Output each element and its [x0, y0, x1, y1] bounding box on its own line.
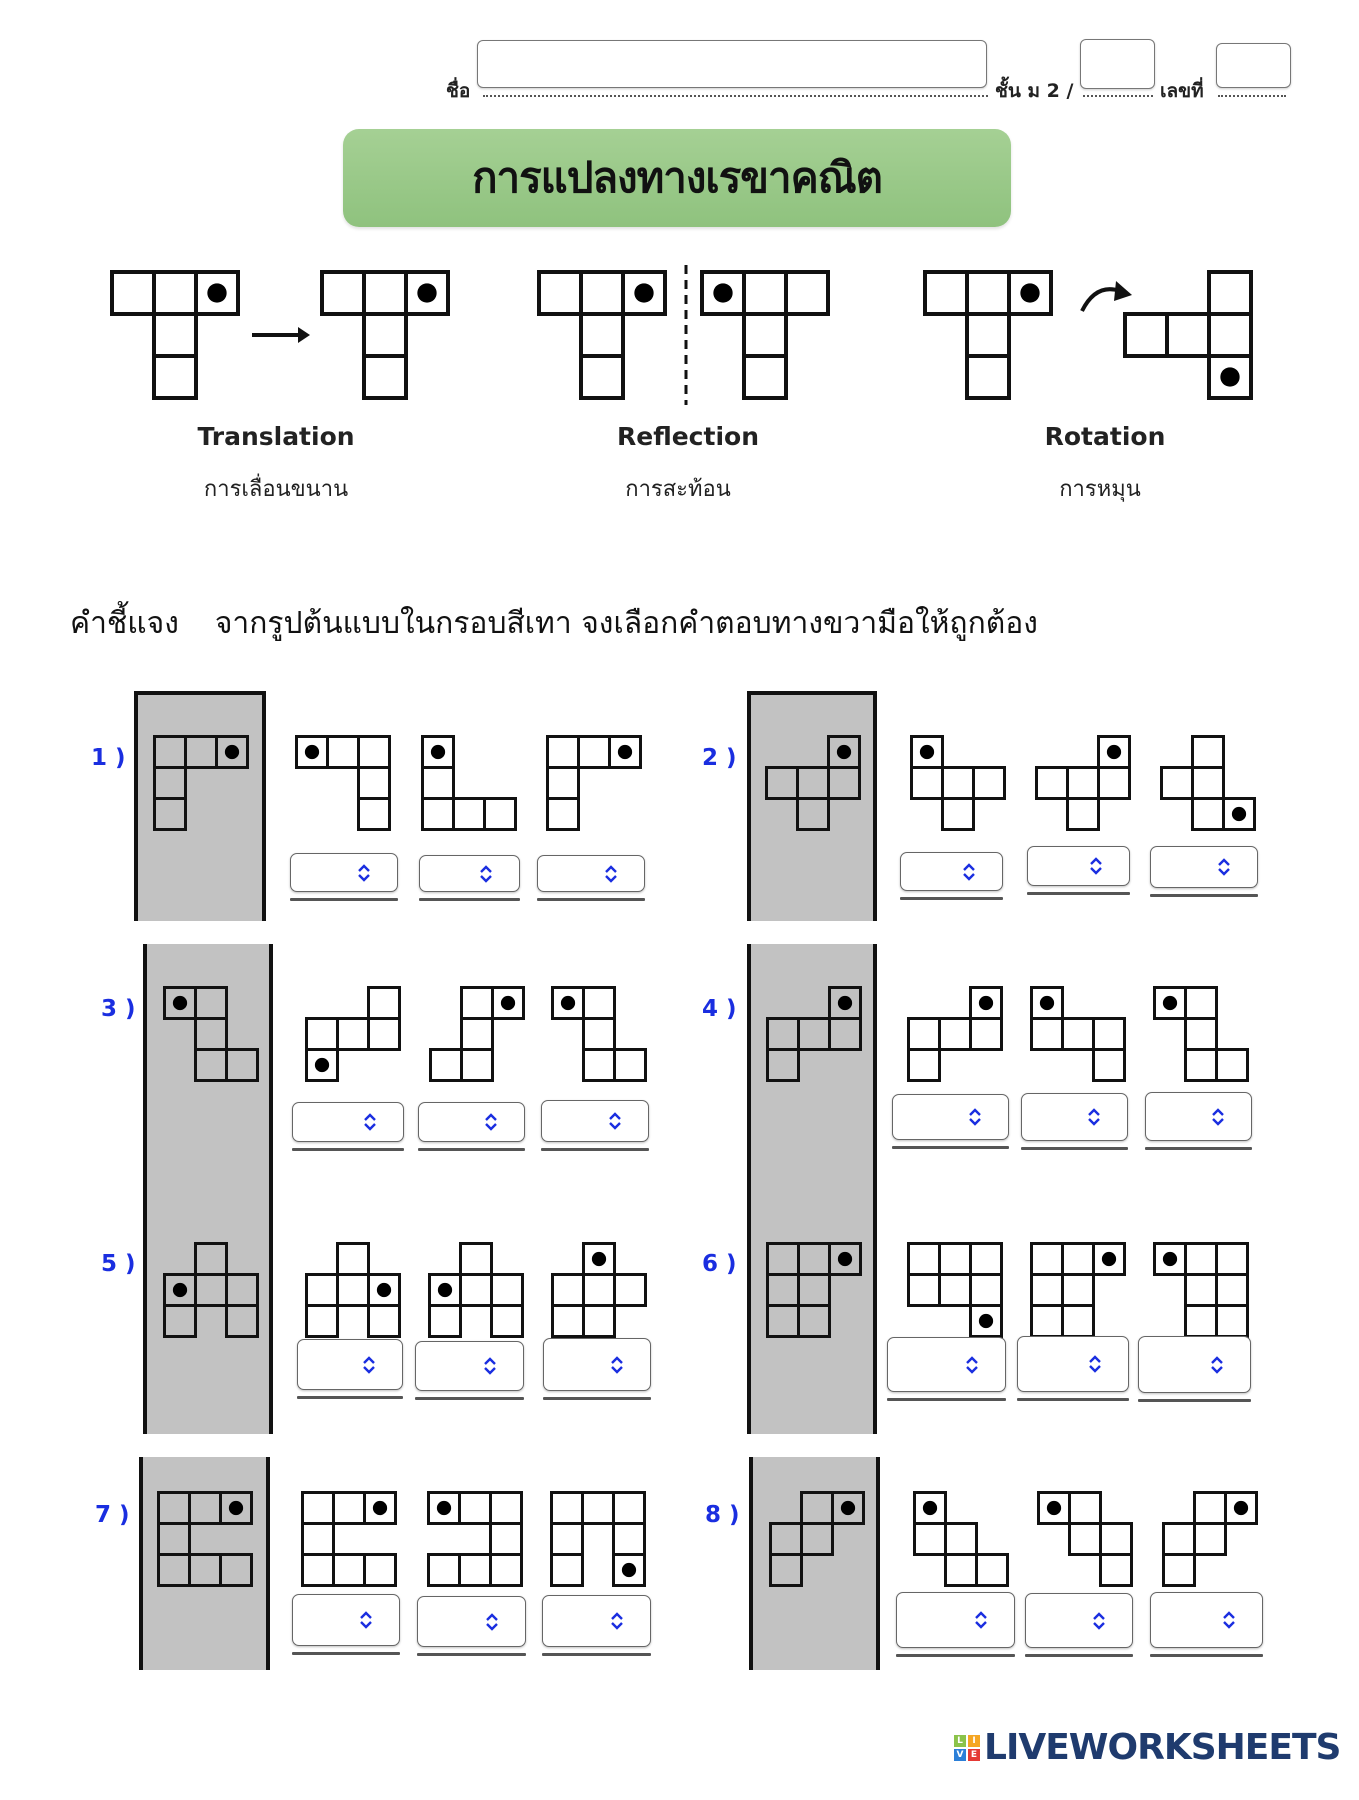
- q3-option-c-shape: [551, 986, 647, 1082]
- q7-option-a-select[interactable]: [292, 1594, 400, 1646]
- select-underline: [1021, 1147, 1128, 1150]
- select-underline: [290, 898, 398, 901]
- q1-option-c-shape: [546, 735, 642, 831]
- rotation-result-shape: [1123, 270, 1253, 400]
- select-underline: [417, 1653, 526, 1656]
- rotation-label: Rotation: [1044, 422, 1166, 451]
- q4-option-c-shape: [1153, 986, 1249, 1082]
- chevron-up-down-icon: [1211, 1108, 1225, 1126]
- logo-blocks-icon: [954, 1735, 980, 1761]
- question-number-3: 3 ): [101, 996, 136, 1022]
- q5-option-c-select[interactable]: [543, 1338, 651, 1391]
- q5-option-b-select[interactable]: [415, 1341, 524, 1391]
- class-dotted-line: [1083, 95, 1153, 97]
- q6-option-c-shape: [1153, 1242, 1249, 1338]
- q6-option-b-select[interactable]: [1017, 1336, 1129, 1392]
- select-underline: [419, 898, 520, 901]
- q2-option-a-select[interactable]: [900, 852, 1003, 891]
- question-number-4: 4 ): [702, 996, 737, 1022]
- select-underline: [415, 1397, 524, 1400]
- select-underline: [292, 1652, 400, 1655]
- q5-option-a-select[interactable]: [297, 1339, 403, 1390]
- right-arrow-icon: [250, 323, 312, 347]
- question-number-6: 6 ): [702, 1251, 737, 1277]
- q2-option-b-select[interactable]: [1027, 846, 1130, 886]
- q3-model-shape: [163, 986, 259, 1082]
- question-number-5: 5 ): [101, 1251, 136, 1277]
- q3-option-a-select[interactable]: [292, 1102, 404, 1142]
- q3-option-b-select[interactable]: [418, 1102, 525, 1142]
- select-underline: [292, 1148, 404, 1151]
- instruction-text: จากรูปต้นแบบในกรอบสีเทา จงเลือกคำตอบทางขวามือให้ถูกต้อง: [214, 606, 1038, 641]
- q7-option-b-select[interactable]: [417, 1596, 526, 1647]
- q4-option-a-shape: [907, 986, 1003, 1082]
- q4-option-a-select[interactable]: [892, 1094, 1009, 1140]
- select-underline: [1145, 1147, 1252, 1150]
- q5-option-b-shape: [428, 1242, 524, 1338]
- chevron-up-down-icon: [962, 863, 976, 881]
- reflection-thai-label: การสะท้อน: [625, 477, 731, 502]
- mirror-line: [683, 265, 689, 405]
- chevron-up-down-icon: [965, 1356, 979, 1374]
- q2-option-b-shape: [1035, 735, 1131, 831]
- chevron-up-down-icon: [610, 1612, 624, 1630]
- q7-option-a-shape: [301, 1491, 397, 1587]
- chevron-up-down-icon: [1210, 1356, 1224, 1374]
- select-underline: [418, 1148, 525, 1151]
- select-underline: [297, 1396, 403, 1399]
- question-number-7: 7 ): [95, 1502, 130, 1528]
- class-label: ชั้น ม 2 /: [995, 80, 1074, 102]
- rotation-original-shape: [923, 270, 1053, 400]
- reflection-result-shape: [700, 270, 830, 400]
- title-banner: [343, 129, 1011, 227]
- class-input[interactable]: [1080, 39, 1155, 89]
- select-underline: [1150, 894, 1258, 897]
- select-underline: [896, 1654, 1015, 1657]
- question-number-2: 2 ): [702, 745, 737, 771]
- q1-option-b-shape: [421, 735, 517, 831]
- liveworksheets-logo: [954, 1727, 1340, 1768]
- q8-option-b-shape: [1037, 1491, 1133, 1587]
- chevron-up-down-icon: [1089, 857, 1103, 875]
- rotation-thai-label: การหมุน: [1059, 477, 1141, 502]
- chevron-up-down-icon: [608, 1112, 622, 1130]
- logo-block-l: L: [954, 1735, 966, 1747]
- select-underline: [1150, 1654, 1263, 1657]
- select-underline: [1017, 1398, 1129, 1401]
- select-underline: [1027, 892, 1130, 895]
- q5-model-shape: [163, 1242, 259, 1338]
- q2-model-shape: [765, 735, 861, 831]
- chevron-up-down-icon: [479, 865, 493, 883]
- q4-model-shape: [766, 986, 862, 1082]
- q7-option-b-shape: [427, 1491, 523, 1587]
- chevron-up-down-icon: [1088, 1355, 1102, 1373]
- instruction-label: คำชี้แจง: [70, 606, 179, 641]
- chevron-up-down-icon: [485, 1613, 499, 1631]
- q8-model-shape: [769, 1491, 865, 1587]
- translation-label: Translation: [197, 422, 355, 451]
- chevron-up-down-icon: [1217, 858, 1231, 876]
- select-underline: [543, 1397, 651, 1400]
- chevron-up-down-icon: [362, 1356, 376, 1374]
- reflection-original-shape: [537, 270, 667, 400]
- select-underline: [887, 1398, 1006, 1401]
- select-underline: [1025, 1654, 1133, 1657]
- name-label: ชื่อ: [446, 80, 471, 102]
- q6-option-b-shape: [1030, 1242, 1126, 1338]
- q1-option-a-select[interactable]: [290, 853, 398, 892]
- q6-option-a-select[interactable]: [887, 1337, 1006, 1392]
- q1-model-shape: [153, 735, 249, 831]
- q7-option-c-shape: [550, 1491, 646, 1587]
- q8-option-b-select[interactable]: [1025, 1593, 1133, 1648]
- chevron-up-down-icon: [363, 1113, 377, 1131]
- q3-option-a-shape: [305, 986, 401, 1082]
- q7-model-shape: [157, 1491, 253, 1587]
- page-title: การแปลงทางเรขาคณิต: [472, 153, 882, 202]
- q3-option-b-shape: [429, 986, 525, 1082]
- select-underline: [541, 1148, 649, 1151]
- q3-option-c-select[interactable]: [541, 1100, 649, 1142]
- q6-option-c-select[interactable]: [1138, 1336, 1251, 1393]
- q4-option-c-select[interactable]: [1145, 1092, 1252, 1141]
- chevron-up-down-icon: [359, 1611, 373, 1629]
- name-input[interactable]: [477, 40, 987, 88]
- chevron-up-down-icon: [357, 864, 371, 882]
- q2-option-c-shape: [1160, 735, 1256, 831]
- q5-option-c-shape: [551, 1242, 647, 1338]
- q7-option-c-select[interactable]: [542, 1595, 651, 1647]
- instruction: [70, 600, 1038, 647]
- chevron-up-down-icon: [604, 865, 618, 883]
- q1-option-c-select[interactable]: [537, 855, 645, 892]
- chevron-up-down-icon: [1092, 1612, 1106, 1630]
- number-input[interactable]: [1216, 43, 1291, 88]
- q6-option-a-shape: [907, 1242, 1003, 1338]
- chevron-up-down-icon: [974, 1611, 988, 1629]
- logo-text: LIVEWORKSHEETS: [984, 1727, 1341, 1768]
- q8-option-c-select[interactable]: [1150, 1592, 1263, 1648]
- q1-option-a-shape: [295, 735, 391, 831]
- q5-option-a-shape: [305, 1242, 401, 1338]
- number-label: เลขที่: [1160, 80, 1204, 102]
- q8-option-a-select[interactable]: [896, 1592, 1015, 1648]
- logo-block-i: I: [968, 1735, 980, 1747]
- chevron-up-down-icon: [610, 1356, 624, 1374]
- name-dotted-line: [483, 95, 988, 97]
- q6-model-shape: [766, 1242, 862, 1338]
- logo-block-v: V: [954, 1749, 966, 1761]
- translation-thai-label: การเลื่อนขนาน: [203, 477, 349, 502]
- question-number-1: 1 ): [91, 745, 126, 771]
- chevron-up-down-icon: [1222, 1611, 1236, 1629]
- reflection-label: Reflection: [616, 422, 759, 451]
- q1-option-b-select[interactable]: [419, 855, 520, 892]
- translation-original-shape: [110, 270, 240, 400]
- chevron-up-down-icon: [483, 1357, 497, 1375]
- logo-block-e: E: [968, 1749, 980, 1761]
- select-underline: [1138, 1399, 1251, 1402]
- chevron-up-down-icon: [968, 1108, 982, 1126]
- translation-result-shape: [320, 270, 450, 400]
- q4-option-b-select[interactable]: [1021, 1093, 1128, 1141]
- chevron-up-down-icon: [484, 1113, 498, 1131]
- number-dotted-line: [1218, 95, 1286, 97]
- q2-option-a-shape: [910, 735, 1006, 831]
- q8-option-a-shape: [913, 1491, 1009, 1587]
- q4-option-b-shape: [1030, 986, 1126, 1082]
- question-number-8: 8 ): [705, 1502, 740, 1528]
- select-underline: [542, 1653, 651, 1656]
- select-underline: [892, 1146, 1009, 1149]
- select-underline: [537, 898, 645, 901]
- chevron-up-down-icon: [1087, 1108, 1101, 1126]
- q8-option-c-shape: [1162, 1491, 1258, 1587]
- q2-option-c-select[interactable]: [1150, 846, 1258, 888]
- select-underline: [900, 897, 1003, 900]
